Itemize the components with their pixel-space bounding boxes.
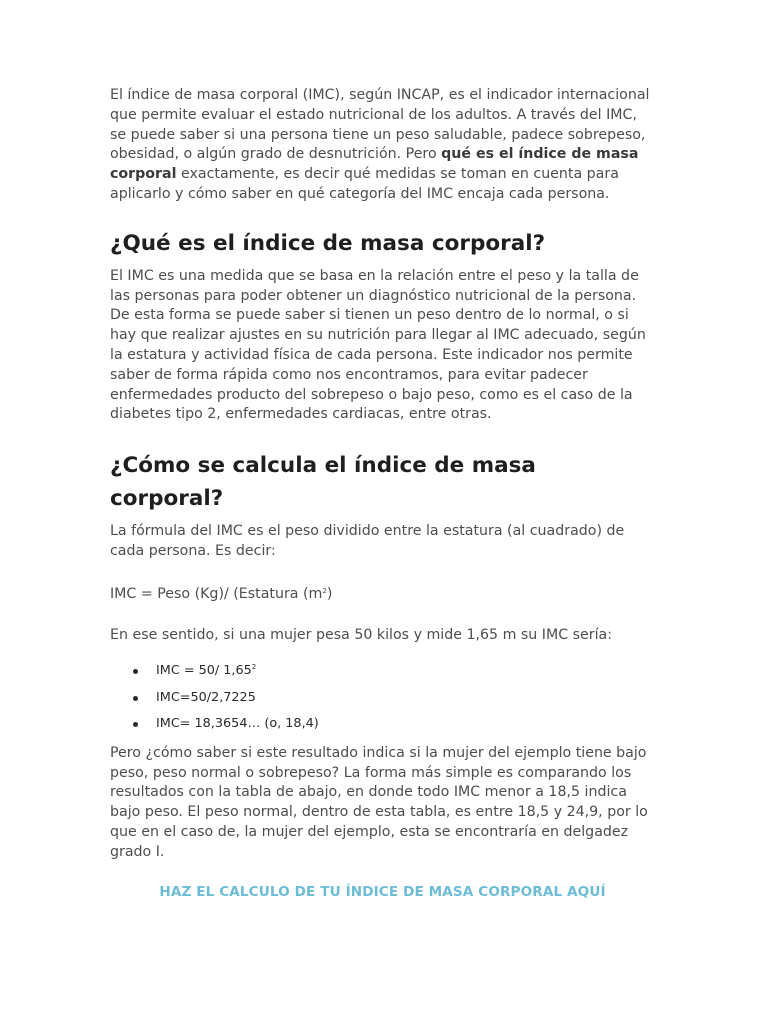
formula-close: ) [326, 585, 333, 602]
formula-text: IMC = Peso (Kg)/ (Estatura (m [110, 585, 323, 602]
section-heading-que-es: ¿Qué es el índice de masa corporal? [110, 230, 546, 256]
list-item [110, 658, 655, 685]
formula-intro-paragraph: La fórmula del IMC es el peso dividido entre la estatura (al cuadrado) de cada persona. Es decir: [110, 523, 625, 559]
section-heading-como-se-calcula: ¿Cómo se calcula el índice de masa corporal? [110, 453, 536, 512]
step-text: IMC= 18,3654… (o, 18,4) [156, 716, 319, 732]
step-exponent: 2 [251, 663, 257, 672]
step-text: IMC = 50/ 1,65 [156, 663, 252, 679]
result-paragraph: Pero ¿cómo saber si este resultado indica si la mujer del ejemplo tiene bajo peso, peso normal o sobrepeso? La forma más simple es comparando los resultados con la tabla de abajo, en donde todo IMC menor a 18,5 indica bajo peso. El peso normal, dentro de esta tabla, es entre 18,5 y 24,9, por lo que en el caso de, la mujer del ejemplo, esta se encontraría en delgadez grado I. [110, 744, 648, 860]
bullet-icon [133, 722, 138, 727]
step-text: IMC=50/2,7225 [156, 689, 256, 705]
bullet-icon [133, 669, 138, 674]
article [110, 86, 655, 900]
intro-paragraph [110, 86, 655, 205]
list-item [110, 711, 655, 738]
bullet-icon [133, 696, 138, 701]
example-intro-paragraph: En ese sentido, si una mujer pesa 50 kilos y mide 1,65 m su IMC sería: [110, 626, 613, 643]
section-body-que-es: El IMC es una medida que se basa en la relación entre el peso y la talla de las personas para poder obtener un diagnóstico nutricional de la persona. De esta forma se puede saber si tienen un peso dentro de lo normal, o si hay que realizar ajustes en su nutrición para llegar al IMC adecuado, según la estatura y actividad física de cada persona. Este indicador nos permite saber de forma rápida como nos encontramos, para evitar padecer enfermedades producto del sobrepeso o bajo peso, como es el caso de la diabetes tipo 2, enfermedades cardiacas, entre otras. [110, 267, 646, 423]
intro-text-1: El índice de masa corporal (IMC), según INCAP, es el indicador internacional que permite evaluar el estado nutricional de los adultos. A través del IMC, se puede saber si una persona tiene un peso saludable, padece sobrepeso, obesidad, o algún grado de desnutrición. Pero [110, 87, 650, 163]
intro-text-2: exactamente, es decir qué medidas se toman en cuenta para aplicarlo y cómo saber en qué categoría del IMC encaja cada persona. [110, 166, 619, 202]
formula-paragraph [110, 585, 655, 605]
intro-bold-phrase: qué es el índice de masa corporal [110, 146, 639, 183]
formula-exponent: 2 [322, 586, 327, 595]
calculate-bmi-link[interactable]: HAZ EL CALCULO DE TU ÍNDICE DE MASA CORPORAL AQUÍ [159, 883, 606, 900]
calculation-steps-list [110, 658, 655, 738]
list-item [110, 685, 655, 712]
